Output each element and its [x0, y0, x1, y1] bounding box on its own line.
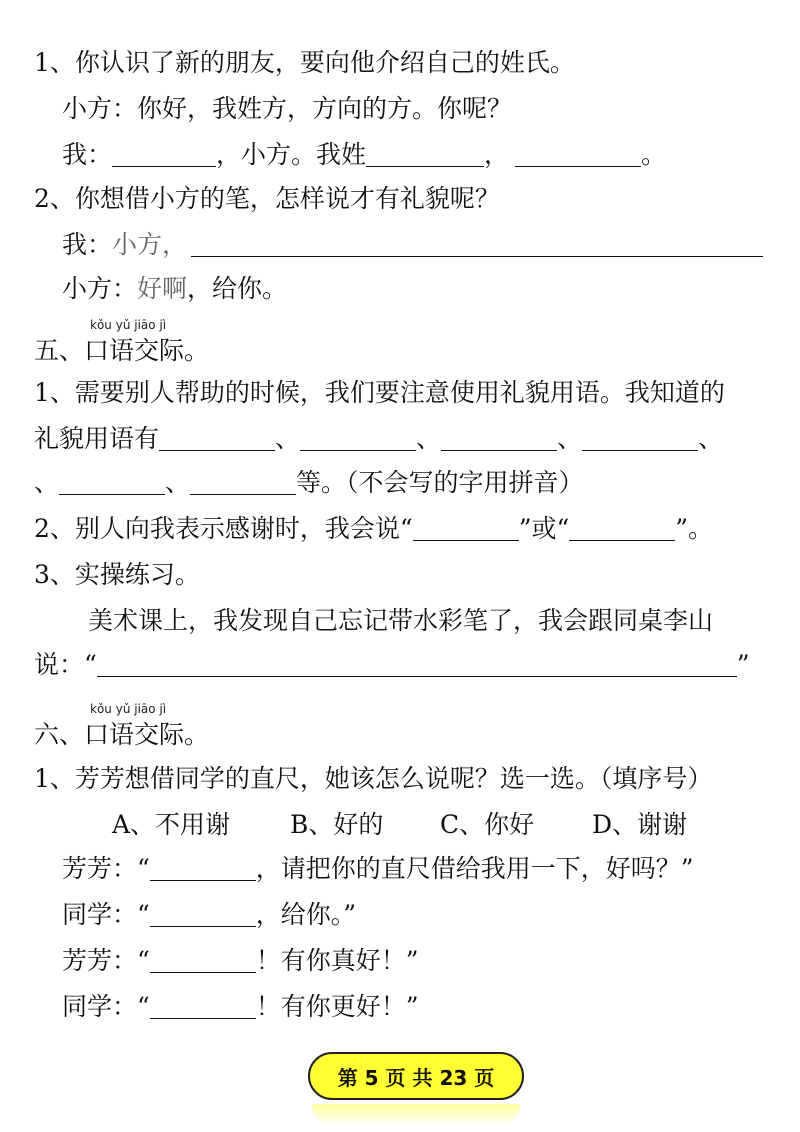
section6-pinyin: kǒu yǔ jiāo jì [90, 702, 167, 716]
answer-blank[interactable] [366, 140, 484, 167]
answer-blank[interactable] [150, 854, 256, 881]
speaker-label: 芳芳： [62, 854, 138, 883]
section6-q1-title: 1、芳芳想借同学的直尺，她该怎么说呢？选一选。（填序号） [34, 764, 713, 793]
section5-q3-title: 3、实操练习。 [34, 560, 200, 589]
quote-open: “ [137, 900, 150, 929]
dialog-line-1 [62, 852, 694, 886]
text-segment: ！有你更好！” [255, 992, 419, 1021]
quote-open: “ [137, 854, 150, 883]
page-number-badge-wrap [308, 1052, 528, 1132]
q2-title: 2、你想借小方的笔，怎样说才有礼貌呢？ [34, 184, 500, 213]
option-a: A、不用谢 [112, 810, 231, 839]
answer-blank[interactable] [97, 650, 737, 677]
quote-open: “ [137, 946, 150, 975]
text-segment: ，小方。我姓 [216, 140, 367, 169]
text-segment: ，给你。” [255, 900, 357, 929]
speaker-label: 我： [62, 140, 113, 169]
speaker-label: 芳芳： [62, 946, 138, 975]
separator: 、 [698, 424, 724, 453]
text-segment: ， [484, 140, 510, 169]
answer-blank[interactable] [190, 468, 296, 495]
dialog-line-2 [62, 898, 356, 932]
separator: 、 [416, 424, 442, 453]
speaker-label: 同学： [62, 900, 138, 929]
text-segment: ，给你。 [187, 274, 288, 303]
answer-blank[interactable] [59, 468, 165, 495]
option-b: B、好的 [290, 810, 384, 839]
answer-blank[interactable] [582, 424, 698, 451]
page-number-badge [308, 1052, 524, 1100]
text-segment: ！有你真好！” [255, 946, 419, 975]
section5-q1-line-2 [34, 422, 723, 456]
text-segment: ” [736, 650, 750, 679]
answer-blank[interactable] [413, 514, 519, 541]
answer-blank[interactable] [112, 140, 216, 167]
text-segment: 等。（不会写的字用拼音） [296, 468, 584, 497]
speaker-label: 我： [62, 230, 113, 259]
text-segment: 礼貌用语有 [34, 424, 160, 453]
separator: 、 [165, 468, 191, 497]
answer-blank[interactable] [150, 900, 256, 927]
q2-dialog-line-2 [62, 272, 287, 306]
text-segment: ”或“ [518, 514, 570, 543]
option-d: D、谢谢 [592, 810, 688, 839]
speaker-label: 小方： [62, 274, 138, 303]
answer-blank[interactable] [159, 424, 275, 451]
page-number-label: 第 5 页 共 23 页 [337, 1065, 495, 1090]
section5-pinyin: kǒu yǔ jiāo jì [90, 318, 167, 332]
option-c: C、你好 [440, 810, 535, 839]
text-segment: ，请把你的直尺借给我用一下，好吗？” [255, 854, 694, 883]
answer-blank[interactable] [515, 140, 641, 167]
section5-q3-line-1: 美术课上，我发现自己忘记带水彩笔了，我会跟同桌李山 [88, 606, 714, 635]
answer-blank[interactable] [191, 230, 763, 257]
badge-reflection [312, 1104, 520, 1126]
dialog-line-3 [62, 944, 419, 978]
answer-blank[interactable] [150, 946, 256, 973]
quote-open: “ [137, 992, 150, 1021]
answer-blank[interactable] [150, 992, 256, 1019]
answer-blank[interactable] [300, 424, 416, 451]
q1-title: 1、你认识了新的朋友，要向他介绍自己的姓氏。 [34, 48, 575, 77]
section5-q3-line-2 [34, 648, 750, 682]
section6-heading: 六、口语交际。 [34, 720, 210, 749]
q1-dialog-line-2 [62, 138, 666, 172]
q1-dialog-line-1: 小方：你好，我姓方，方向的方。你呢？ [62, 94, 513, 123]
answer-blank[interactable] [569, 514, 675, 541]
text-segment: 小方， [112, 230, 188, 259]
text-segment: 2、别人向我表示感谢时，我会说“ [34, 514, 413, 543]
text-segment: 好啊 [137, 274, 188, 303]
text-segment: ”。 [675, 514, 714, 543]
section5-q1-line-1: 1、需要别人帮助的时候，我们要注意使用礼貌用语。我知道的 [34, 378, 725, 407]
separator: 、 [34, 468, 60, 497]
separator: 、 [557, 424, 583, 453]
separator: 、 [275, 424, 301, 453]
q2-dialog-line-1 [62, 228, 763, 262]
section5-q2 [34, 512, 713, 546]
section5-q1-line-3 [34, 466, 584, 500]
answer-blank[interactable] [441, 424, 557, 451]
speaker-label: 同学： [62, 992, 138, 1021]
section5-heading: 五、口语交际。 [34, 336, 210, 365]
dialog-line-4 [62, 990, 419, 1024]
text-segment: 。 [641, 140, 667, 169]
text-segment: 说：“ [34, 650, 97, 679]
